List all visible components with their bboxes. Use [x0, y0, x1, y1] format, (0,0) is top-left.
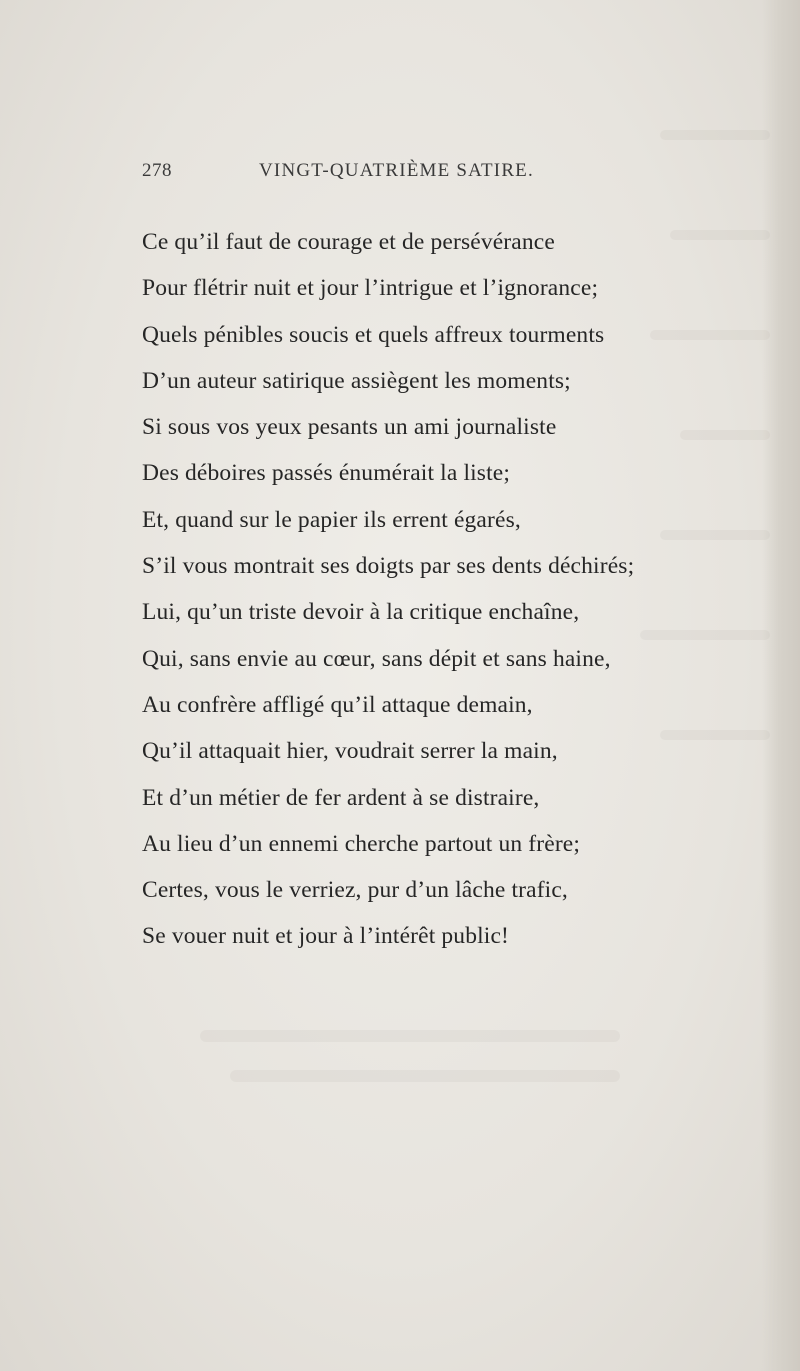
verse-line: Si sous vos yeux pesants un ami journaliste — [142, 414, 557, 441]
verse-line: Et d’un métier de fer ardent à se distraire, — [142, 784, 540, 811]
page-number: 278 — [142, 160, 172, 181]
running-title: VINGT-QUATRIÈME SATIRE. — [259, 160, 534, 181]
running-header — [142, 160, 622, 188]
verse-line: Pour flétrir nuit et jour l’intrigue et l’ignorance; — [142, 275, 599, 302]
verse-line: Lui, qu’un triste devoir à la critique enchaîne, — [142, 599, 580, 626]
verse-line: Certes, vous le verriez, pur d’un lâche trafic, — [142, 877, 568, 904]
verse-line: Quels pénibles soucis et quels affreux tourments — [142, 321, 605, 348]
verse-line: Au lieu d’un ennemi cherche partout un frère; — [142, 830, 581, 857]
verse-line: Et, quand sur le papier ils errent égarés, — [142, 506, 521, 533]
verse-line: Qu’il attaquait hier, voudrait serrer la main, — [142, 738, 558, 765]
verse-line: Se vouer nuit et jour à l’intérêt public! — [142, 923, 510, 950]
verse-line: Au confrère affligé qu’il attaque demain, — [142, 691, 533, 718]
verse-line: Ce qu’il faut de courage et de persévérance — [142, 229, 555, 255]
poem-text — [142, 219, 662, 960]
verse-line: S’il vous montrait ses doigts par ses dents déchirés; — [142, 553, 635, 580]
verse-line: D’un auteur satirique assiègent les moments; — [142, 367, 571, 394]
page-edge-shadow — [762, 0, 800, 1371]
verse-line: Des déboires passés énumérait la liste; — [142, 460, 511, 487]
verse-line: Qui, sans envie au cœur, sans dépit et sans haine, — [142, 645, 611, 672]
